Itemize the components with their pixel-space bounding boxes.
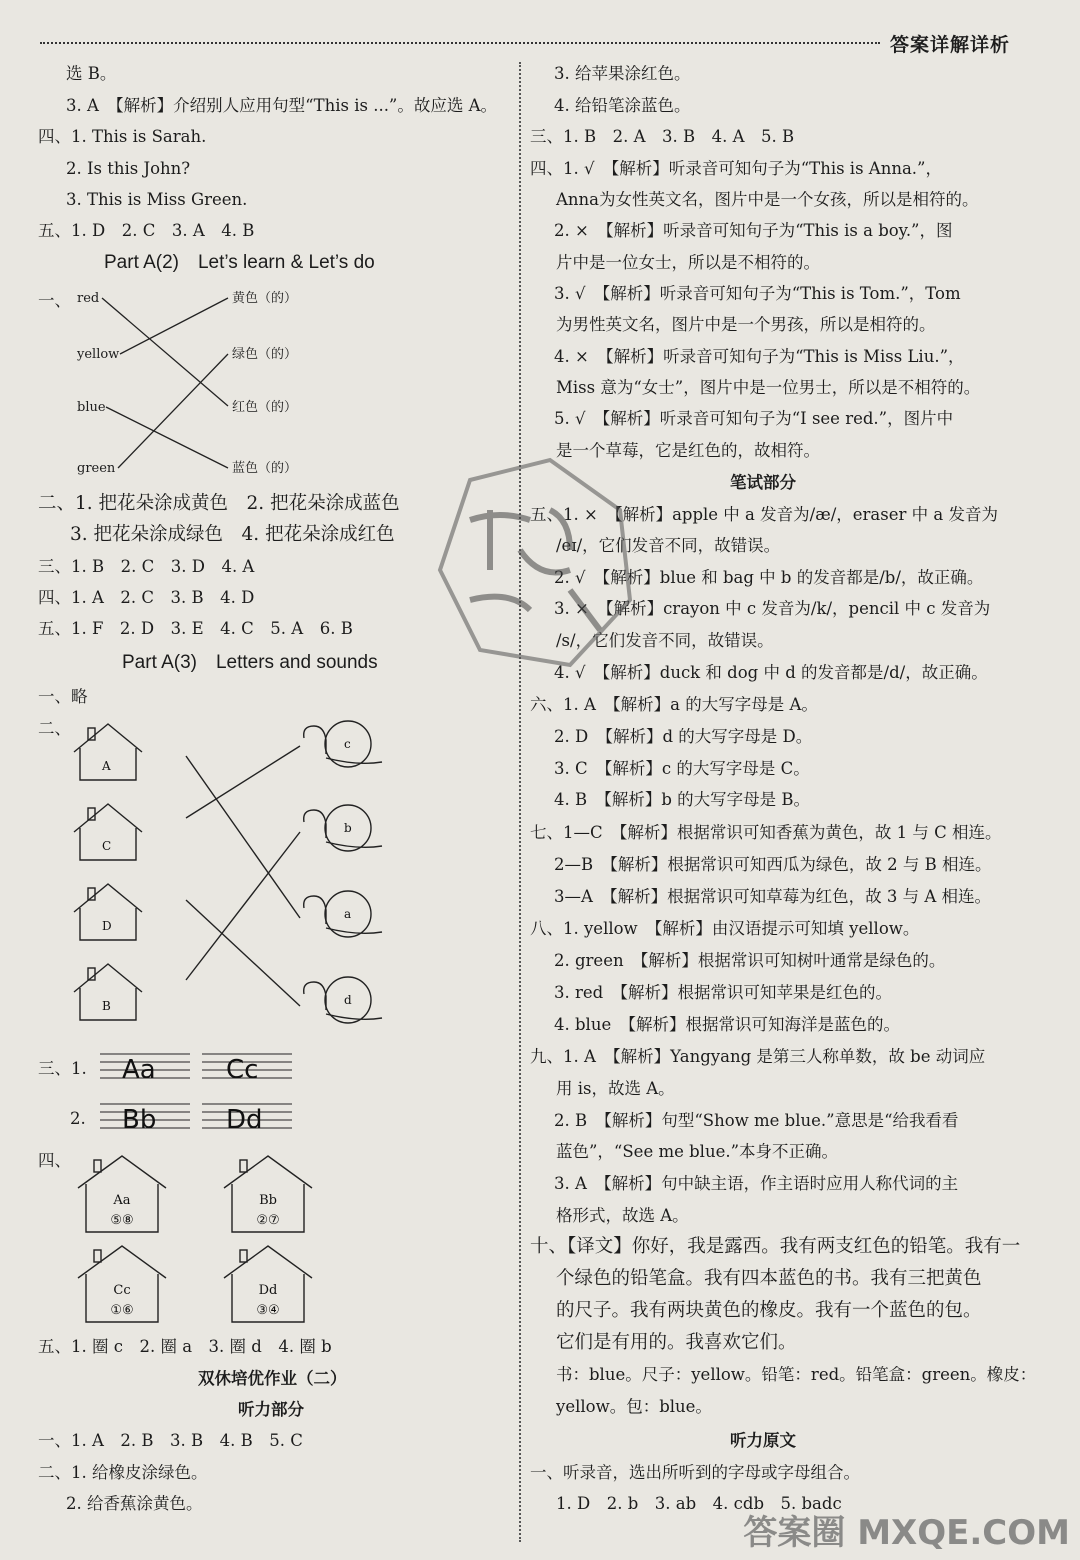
snail-letter: c [344,737,351,751]
text-line: 七、1—C 【解析】根据常识可知香蕉为黄色，故 1 与 C 相连。 [530,823,1002,842]
section-title: Part A(3) Letters and sounds [122,652,378,673]
snail-letter: b [344,821,352,835]
text-line: 2—B 【解析】根据常识可知西瓜为绿色，故 2 与 B 相连。 [554,855,992,874]
house-label: Aa [113,1193,131,1208]
house-numbers: ②⑦ [256,1213,280,1228]
text-line: 3. A 【解析】句中缺主语，作主语时应用人称代词的主 [554,1174,959,1193]
text-line: 3. 给苹果涂红色。 [554,64,691,83]
text-line: 九、1. A 【解析】Yangyang 是第三人称单数，故 be 动词应 [530,1047,986,1066]
watermark-logo: 答案圈 MXQE.COM [743,1513,1070,1553]
question-label: 四、 [38,1151,71,1170]
match-word: yellow [77,347,120,362]
text-line: 四、1. This is Sarah. [38,127,207,146]
text-line: 3. 把花朵涂成绿色 4. 把花朵涂成红色 [70,524,395,545]
text-line: 5. √ 【解析】听录音可知句子为“I see red.”，图片中 [554,409,954,428]
text-line: 十、【译文】你好，我是露西。我有两支红色的铅笔。我有一 [530,1236,1021,1257]
text-line: 2. Is this John? [66,159,191,178]
column-divider [519,62,521,1542]
question-label: 一、 [38,291,71,310]
text-line: 一、略 [38,687,88,706]
match-word: red [77,291,100,306]
header-dotted-rule [40,42,880,44]
text-line: 3. × 【解析】crayon 中 c 发音为/k/，pencil 中 c 发音为 [554,599,991,618]
handwritten-letters: Dd [226,1105,263,1135]
question-label: 二、 [38,719,71,738]
text-line: 是一个草莓，它是红色的，故相符。 [556,441,820,460]
text-line: Anna为女性英文名，图片中是一个女孩，所以是相符的。 [556,190,979,209]
text-line: 2. × 【解析】听录音可知句子为“This is a boy.”，图 [554,221,953,240]
house-numbers: ⑤⑧ [110,1213,134,1228]
text-line: 格形式，故选 A。 [556,1206,689,1225]
snail-letter: d [344,993,352,1007]
text-line: 五、1. D 2. C 3. A 4. B [38,221,255,240]
handwritten-letters: Cc [226,1055,259,1085]
question-label: 三、1. [38,1059,87,1078]
house-numbers: ①⑥ [110,1303,134,1318]
house-letter: B [102,999,111,1013]
section-title: Part A(2) Let’s learn & Let’s do [104,252,375,273]
text-line: /s/，它们发音不同，故错误。 [556,631,774,650]
section-title: 双休培优作业（二） [198,1369,347,1388]
text-line: 六、1. A 【解析】a 的大写字母是 A。 [530,695,818,714]
four-line-writing-grid [100,1048,300,1148]
text-line: 4. blue 【解析】根据常识可知海洋是蓝色的。 [554,1015,900,1034]
text-line: 4. × 【解析】听录音可知句子为“This is Miss Liu.”， [554,347,965,366]
house-letter: C [102,839,112,853]
seal-stamp [430,450,640,680]
match-word: blue [77,400,106,415]
house-snail-matching-figure [68,718,388,1038]
text-line: 3. C 【解析】c 的大写字母是 C。 [554,759,810,778]
text-line: 的尺子。我有两块黄色的橡皮。我有一个蓝色的包。 [556,1300,982,1321]
handwritten-letters: Bb [122,1105,157,1135]
match-word: 蓝色（的） [232,461,298,476]
text-line: 它们是有用的。我喜欢它们。 [556,1332,797,1353]
text-line: 个绿色的铅笔盒。我有四本蓝色的书。我有三把黄色 [556,1268,982,1289]
text-line: 2. D 【解析】d 的大写字母是 D。 [554,727,813,746]
text-line: 3. A 【解析】介绍别人应用句型“This is ...”。故应选 A。 [66,96,498,115]
text-line: 蓝色”，“See me blue.”本身不正确。 [556,1142,839,1161]
house-label: Dd [258,1283,278,1298]
match-word: 黄色（的） [232,291,298,306]
text-line: 五、1. F 2. D 3. E 4. C 5. A 6. B [38,619,353,638]
section-title: 听力部分 [238,1400,304,1419]
text-line: 一、听录音，选出所听到的字母或字母组合。 [530,1463,860,1482]
text-line: 二、1. 给橡皮涂绿色。 [38,1463,208,1482]
text-line: 2. green 【解析】根据常识可知树叶通常是绿色的。 [554,951,946,970]
text-line: 2. 给香蕉涂黄色。 [66,1494,203,1513]
text-line: 3. This is Miss Green. [66,190,248,209]
text-line: 选 B。 [66,64,117,83]
text-line: 四、1. A 2. C 3. B 4. D [38,588,255,607]
house-numbers: ③④ [256,1303,280,1318]
header-title: 答案详解详析 [889,34,1010,56]
text-line: 3. red 【解析】根据常识可知苹果是红色的。 [554,983,892,1002]
text-line: 五、1. × 【解析】apple 中 a 发音为/æ/，eraser 中 a 发音为 [530,505,998,524]
text-line: 1. D 2. b 3. ab 4. cdb 5. badc [556,1494,842,1513]
text-line: 2. B 【解析】句型“Show me blue.”意思是“给我看看 [554,1111,959,1130]
text-line: 用 is，故选 A。 [556,1079,675,1098]
text-line: 三、1. B 2. C 3. D 4. A [38,557,255,576]
text-line: 3. √ 【解析】听录音可知句子为“This is Tom.”，Tom [554,284,961,303]
text-line: 二、1. 把花朵涂成黄色 2. 把花朵涂成蓝色 [38,493,400,514]
house-label: Cc [113,1283,131,1298]
text-line: 四、1. √ 【解析】听录音可知句子为“This is Anna.”， [530,159,942,178]
text-line: 五、1. 圈 c 2. 圈 a 3. 圈 d 4. 圈 b [38,1337,332,1356]
snail-letter: a [344,907,352,921]
text-line: 4. B 【解析】b 的大写字母是 B。 [554,790,811,809]
text-line: Miss 意为“女士”，图片中是一位男士，所以是不相符的。 [556,378,981,397]
section-title: 笔试部分 [730,473,796,492]
text-line: 3—A 【解析】根据常识可知草莓为红色，故 3 与 A 相连。 [554,887,992,906]
text-line: 4. √ 【解析】duck 和 dog 中 d 的发音都是/d/，故正确。 [554,663,988,682]
text-line: 4. 给铅笔涂蓝色。 [554,96,691,115]
match-lines [38,286,338,476]
text-line: 三、1. B 2. A 3. B 4. A 5. B [530,127,795,146]
page-header [40,30,1040,58]
text-line: 为男性英文名，图片中是一个男孩，所以是相符的。 [556,315,936,334]
color-matching-figure [38,286,338,476]
text-line: /eɪ/，它们发音不同，故错误。 [556,536,781,555]
house-letter: A [102,759,111,773]
text-line: 片中是一位女士，所以是不相符的。 [556,253,820,272]
house-letter: D [102,919,112,933]
letter-house-figure [74,1150,324,1340]
question-label: 2. [70,1109,86,1128]
text-line: 一、1. A 2. B 3. B 4. B 5. C [38,1431,303,1450]
text-line: 书：blue。尺子：yellow。铅笔：red。铅笔盒：green。橡皮： [556,1365,1037,1384]
text-line: yellow。包：blue。 [556,1397,712,1416]
match-word: 绿色（的） [232,347,298,362]
text-line: 八、1. yellow 【解析】由汉语提示可知填 yellow。 [530,919,920,938]
section-title: 听力原文 [730,1431,796,1450]
match-word: 红色（的） [232,400,298,415]
text-line: 2. √ 【解析】blue 和 bag 中 b 的发音都是/b/，故正确。 [554,568,984,587]
match-word: green [77,461,116,476]
handwritten-letters: Aa [122,1055,156,1085]
house-label: Bb [259,1193,277,1208]
